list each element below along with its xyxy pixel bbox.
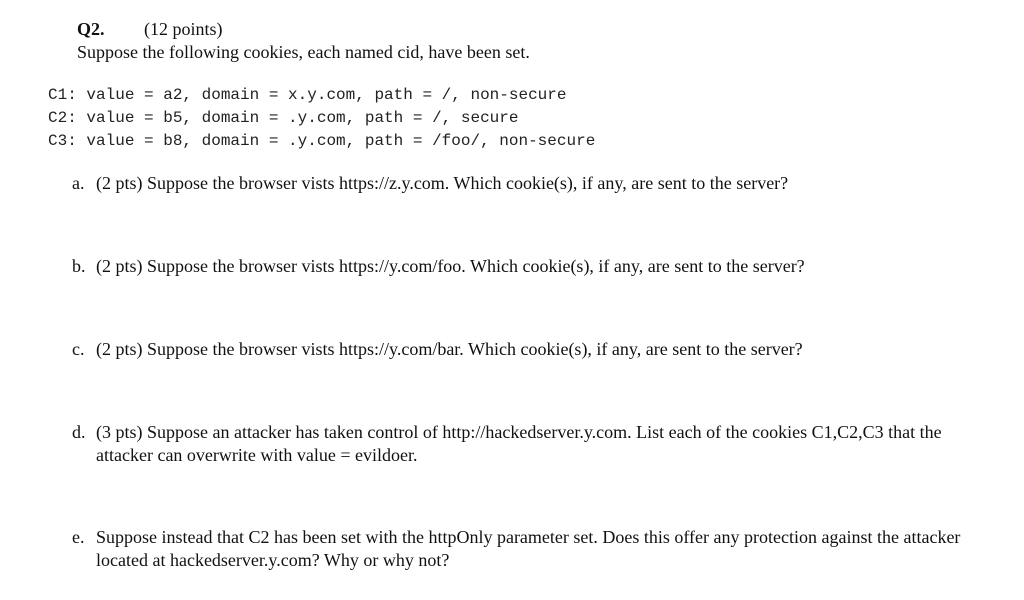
question-points: (12 points) <box>144 19 223 39</box>
subquestion-c <box>72 338 972 361</box>
cookie-c2: C2: value = b5, domain = .y.com, path = /, secure <box>48 109 519 127</box>
subquestion-text: (2 pts) Suppose the browser vists https://z.y.com. Which cookie(s), if any, are sent to the server? <box>96 173 789 193</box>
subquestion-marker: c. <box>72 339 85 359</box>
subquestion-text: (2 pts) Suppose the browser vists https://y.com/foo. Which cookie(s), if any, are sent to the server? <box>96 256 805 276</box>
subquestion-marker: e. <box>72 527 85 547</box>
question-number: Q2. <box>77 19 105 39</box>
subquestion-marker: d. <box>72 422 86 442</box>
subquestion-marker: b. <box>72 256 86 276</box>
subquestion-a <box>72 172 972 195</box>
subquestion-text: (2 pts) Suppose the browser vists https://y.com/bar. Which cookie(s), if any, are sent to the server? <box>96 339 803 359</box>
subquestion-text: (3 pts) Suppose an attacker has taken control of http://hackedserver.y.com. List each of the cookies C1,C2,C3 that the attacker can overwrite with value = evildoer. <box>96 422 942 465</box>
subquestion-marker: a. <box>72 173 85 193</box>
subquestion-text: Suppose instead that C2 has been set with the httpOnly parameter set. Does this offer any protection against the attacker located at hackedserver.y.com? Why or why not? <box>96 527 961 570</box>
question-header <box>77 18 223 41</box>
cookie-list <box>48 84 595 153</box>
subquestion-d <box>72 421 972 467</box>
cookie-c3: C3: value = b8, domain = .y.com, path = /foo/, non-secure <box>48 132 596 150</box>
subquestion-b <box>72 255 972 278</box>
subquestion-e <box>72 526 972 572</box>
question-intro: Suppose the following cookies, each named cid, have been set. <box>77 42 530 62</box>
cookie-c1: C1: value = a2, domain = x.y.com, path = /, non-secure <box>48 86 567 104</box>
